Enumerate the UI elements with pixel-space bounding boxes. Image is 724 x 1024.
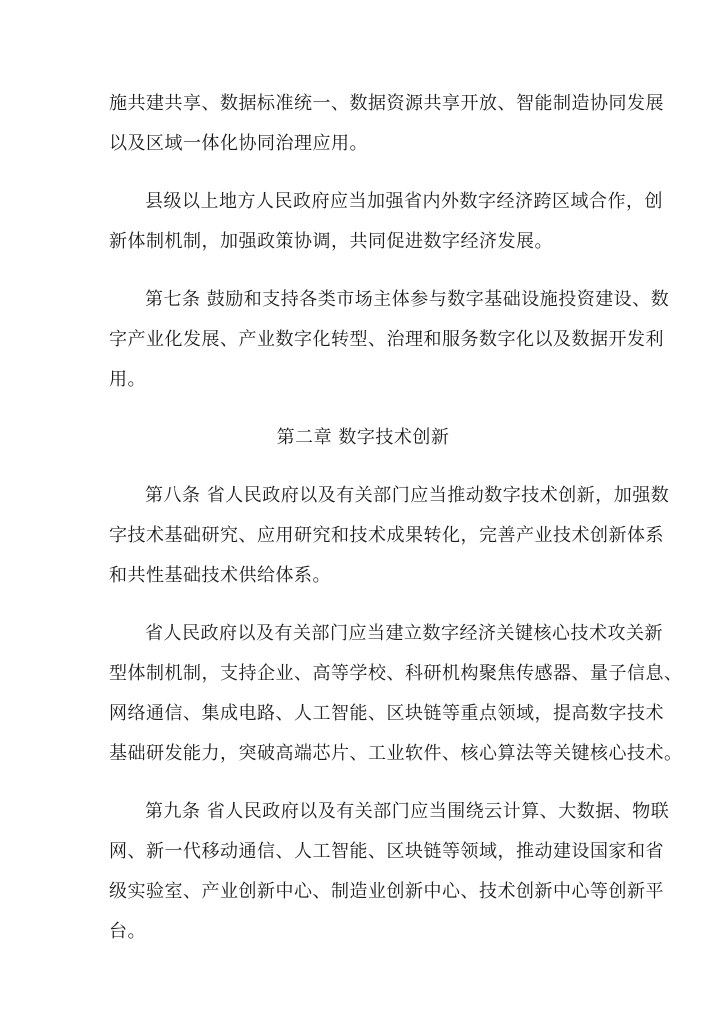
document-page bbox=[109, 84, 683, 970]
chapter-heading: 第二章 数字技术创新 bbox=[276, 427, 450, 448]
paragraph-regional-cooperation bbox=[109, 182, 663, 262]
text-line: 网、新一代移动通信、人工智能、区块链等领域，推动建设国家和省 bbox=[109, 841, 664, 862]
text-line: 级实验室、产业创新中心、制造业创新中心、技术创新中心等创新平 bbox=[109, 881, 664, 902]
text-line: 第七条 鼓励和支持各类市场主体参与数字基础设施投资建设、数 bbox=[145, 289, 670, 310]
text-line: 第九条 省人民政府以及有关部门应当围绕云计算、大数据、物联 bbox=[145, 801, 670, 822]
paragraph-continued bbox=[109, 84, 664, 164]
text-line: 网络通信、集成电路、人工智能、区块链等重点领域，提高数字技术 bbox=[109, 703, 664, 724]
text-line: 和共性基础技术供给体系。 bbox=[109, 565, 331, 586]
text-line: 第八条 省人民政府以及有关部门应当推动数字技术创新，加强数 bbox=[145, 485, 670, 506]
article-8 bbox=[109, 476, 670, 596]
text-line: 新体制机制，加强政策协调，共同促进数字经济发展。 bbox=[109, 231, 553, 252]
text-line: 施共建共享、数据标准统一、数据资源共享开放、智能制造协同发展 bbox=[109, 93, 664, 114]
text-line: 县级以上地方人民政府应当加强省内外数字经济跨区域合作，创 bbox=[145, 191, 663, 212]
text-line: 字产业化发展、产业数字化转型、治理和服务数字化以及数据开发利 bbox=[109, 329, 664, 350]
text-line: 基础研发能力，突破高端芯片、工业软件、核心算法等关键核心技术。 bbox=[109, 743, 683, 764]
text-line: 台。 bbox=[109, 921, 146, 942]
article-7 bbox=[109, 280, 670, 400]
text-line: 型体制机制，支持企业、高等学校、科研机构聚焦传感器、量子信息、 bbox=[109, 663, 683, 684]
paragraph-key-technology bbox=[109, 614, 683, 774]
text-line: 省人民政府以及有关部门应当建立数字经济关键核心技术攻关新 bbox=[145, 623, 663, 644]
article-9 bbox=[109, 792, 670, 952]
text-line: 用。 bbox=[109, 369, 146, 390]
text-line: 以及区域一体化协同治理应用。 bbox=[109, 133, 368, 154]
text-line: 字技术基础研究、应用研究和技术成果转化，完善产业技术创新体系 bbox=[109, 525, 664, 546]
